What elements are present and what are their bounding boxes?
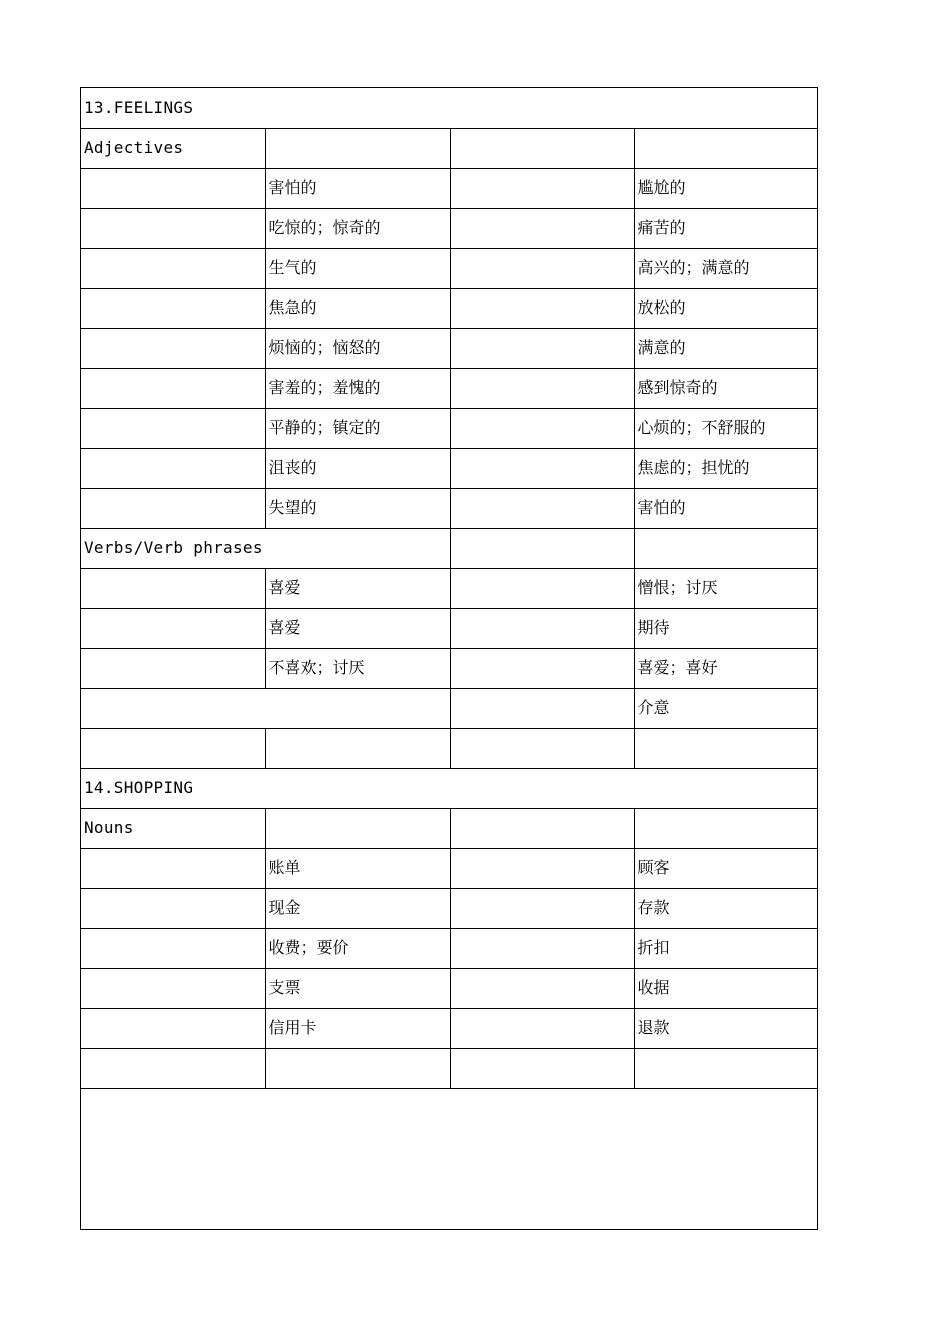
- word-row: [81, 208, 818, 248]
- empty-cell: [634, 528, 818, 568]
- word-row: [81, 408, 818, 448]
- english-word-cell: [81, 888, 265, 928]
- chinese-meaning-cell: 憎恨；讨厌: [634, 568, 818, 608]
- blank-row: [81, 1048, 818, 1088]
- chinese-meaning-cell: 收费；要价: [265, 928, 450, 968]
- section-heading-feelings: 13.FEELINGS: [81, 88, 818, 128]
- chinese-meaning-cell: 信用卡: [265, 1008, 450, 1048]
- word-row: [81, 368, 818, 408]
- chinese-meaning-cell: 烦恼的；恼怒的: [265, 328, 450, 368]
- chinese-meaning-cell: 折扣: [634, 928, 818, 968]
- english-word-cell: [450, 208, 634, 248]
- word-row: [81, 488, 818, 528]
- vocabulary-table: [81, 88, 818, 1089]
- english-word-cell: [81, 208, 265, 248]
- chinese-meaning-cell: 平静的；镇定的: [265, 408, 450, 448]
- chinese-meaning-cell: 账单: [265, 848, 450, 888]
- chinese-meaning-cell: 失望的: [265, 488, 450, 528]
- word-row: [81, 928, 818, 968]
- chinese-meaning-cell: 介意: [634, 688, 818, 728]
- empty-cell: [81, 728, 265, 768]
- chinese-meaning-cell: 痛苦的: [634, 208, 818, 248]
- chinese-meaning-cell: 喜爱；喜好: [634, 648, 818, 688]
- empty-cell: [634, 808, 818, 848]
- word-row: [81, 608, 818, 648]
- english-word-cell: [450, 288, 634, 328]
- english-word-cell: [81, 288, 265, 328]
- chinese-meaning-cell: 尴尬的: [634, 168, 818, 208]
- english-word-cell: [450, 488, 634, 528]
- english-word-cell: [450, 248, 634, 288]
- english-word-cell: [450, 568, 634, 608]
- english-word-cell: [81, 568, 265, 608]
- section-heading-row: [81, 88, 818, 128]
- category-label-nouns: Nouns: [81, 808, 265, 848]
- chinese-meaning-cell: 支票: [265, 968, 450, 1008]
- chinese-meaning-cell: 沮丧的: [265, 448, 450, 488]
- empty-cell: [450, 1048, 634, 1088]
- english-word-cell: [450, 928, 634, 968]
- empty-cell: [450, 808, 634, 848]
- empty-cell: [265, 728, 450, 768]
- english-word-cell: [81, 488, 265, 528]
- word-row: [81, 688, 818, 728]
- category-label-verbs: Verbs/Verb phrases: [81, 528, 450, 568]
- english-word-cell: [81, 168, 265, 208]
- english-word-cell: [81, 448, 265, 488]
- empty-cell: [265, 808, 450, 848]
- chinese-meaning-cell: 害怕的: [265, 168, 450, 208]
- english-word-cell: [81, 368, 265, 408]
- chinese-meaning-cell: 满意的: [634, 328, 818, 368]
- chinese-meaning-cell: 感到惊奇的: [634, 368, 818, 408]
- chinese-meaning-cell: 收据: [634, 968, 818, 1008]
- section-heading-row: [81, 768, 818, 808]
- english-word-cell: [450, 888, 634, 928]
- english-word-cell: [450, 168, 634, 208]
- chinese-meaning-cell: 期待: [634, 608, 818, 648]
- chinese-meaning-cell: 高兴的；满意的: [634, 248, 818, 288]
- chinese-meaning-cell: 吃惊的；惊奇的: [265, 208, 450, 248]
- chinese-meaning-cell: 顾客: [634, 848, 818, 888]
- chinese-meaning-cell: 焦虑的；担忧的: [634, 448, 818, 488]
- word-row: [81, 648, 818, 688]
- empty-cell: [81, 688, 450, 728]
- word-row: [81, 968, 818, 1008]
- empty-cell: [450, 128, 634, 168]
- word-row: [81, 568, 818, 608]
- empty-cell: [265, 128, 450, 168]
- chinese-meaning-cell: 不喜欢；讨厌: [265, 648, 450, 688]
- word-row: [81, 848, 818, 888]
- chinese-meaning-cell: 现金: [265, 888, 450, 928]
- word-row: [81, 328, 818, 368]
- word-row: [81, 1008, 818, 1048]
- chinese-meaning-cell: 焦急的: [265, 288, 450, 328]
- english-word-cell: [450, 448, 634, 488]
- english-word-cell: [81, 328, 265, 368]
- english-word-cell: [81, 408, 265, 448]
- empty-cell: [450, 528, 634, 568]
- word-row: [81, 248, 818, 288]
- chinese-meaning-cell: 害怕的: [634, 488, 818, 528]
- english-word-cell: [450, 368, 634, 408]
- english-word-cell: [81, 1008, 265, 1048]
- chinese-meaning-cell: 害羞的；羞愧的: [265, 368, 450, 408]
- blank-row: [81, 728, 818, 768]
- chinese-meaning-cell: 喜爱: [265, 568, 450, 608]
- chinese-meaning-cell: 退款: [634, 1008, 818, 1048]
- chinese-meaning-cell: 喜爱: [265, 608, 450, 648]
- chinese-meaning-cell: 放松的: [634, 288, 818, 328]
- word-row: [81, 168, 818, 208]
- chinese-meaning-cell: 心烦的；不舒服的: [634, 408, 818, 448]
- english-word-cell: [450, 648, 634, 688]
- english-word-cell: [81, 608, 265, 648]
- english-word-cell: [450, 408, 634, 448]
- english-word-cell: [450, 848, 634, 888]
- english-word-cell: [81, 928, 265, 968]
- category-row: [81, 528, 818, 568]
- empty-cell: [634, 1048, 818, 1088]
- english-word-cell: [450, 328, 634, 368]
- english-word-cell: [81, 848, 265, 888]
- word-row: [81, 448, 818, 488]
- english-word-cell: [450, 968, 634, 1008]
- empty-cell: [634, 728, 818, 768]
- english-word-cell: [450, 608, 634, 648]
- vocabulary-sheet: [80, 87, 818, 1230]
- english-word-cell: [81, 648, 265, 688]
- empty-cell: [634, 128, 818, 168]
- empty-cell: [265, 1048, 450, 1088]
- word-row: [81, 288, 818, 328]
- english-word-cell: [81, 248, 265, 288]
- empty-cell: [81, 1048, 265, 1088]
- english-word-cell: [81, 968, 265, 1008]
- empty-cell: [450, 728, 634, 768]
- english-word-cell: [450, 688, 634, 728]
- category-row: [81, 808, 818, 848]
- english-word-cell: [450, 1008, 634, 1048]
- word-row: [81, 888, 818, 928]
- chinese-meaning-cell: 生气的: [265, 248, 450, 288]
- chinese-meaning-cell: 存款: [634, 888, 818, 928]
- category-row: [81, 128, 818, 168]
- vocabulary-table-body: [81, 88, 818, 1088]
- category-label-adjectives: Adjectives: [81, 128, 265, 168]
- section-heading-shopping: 14.SHOPPING: [81, 768, 818, 808]
